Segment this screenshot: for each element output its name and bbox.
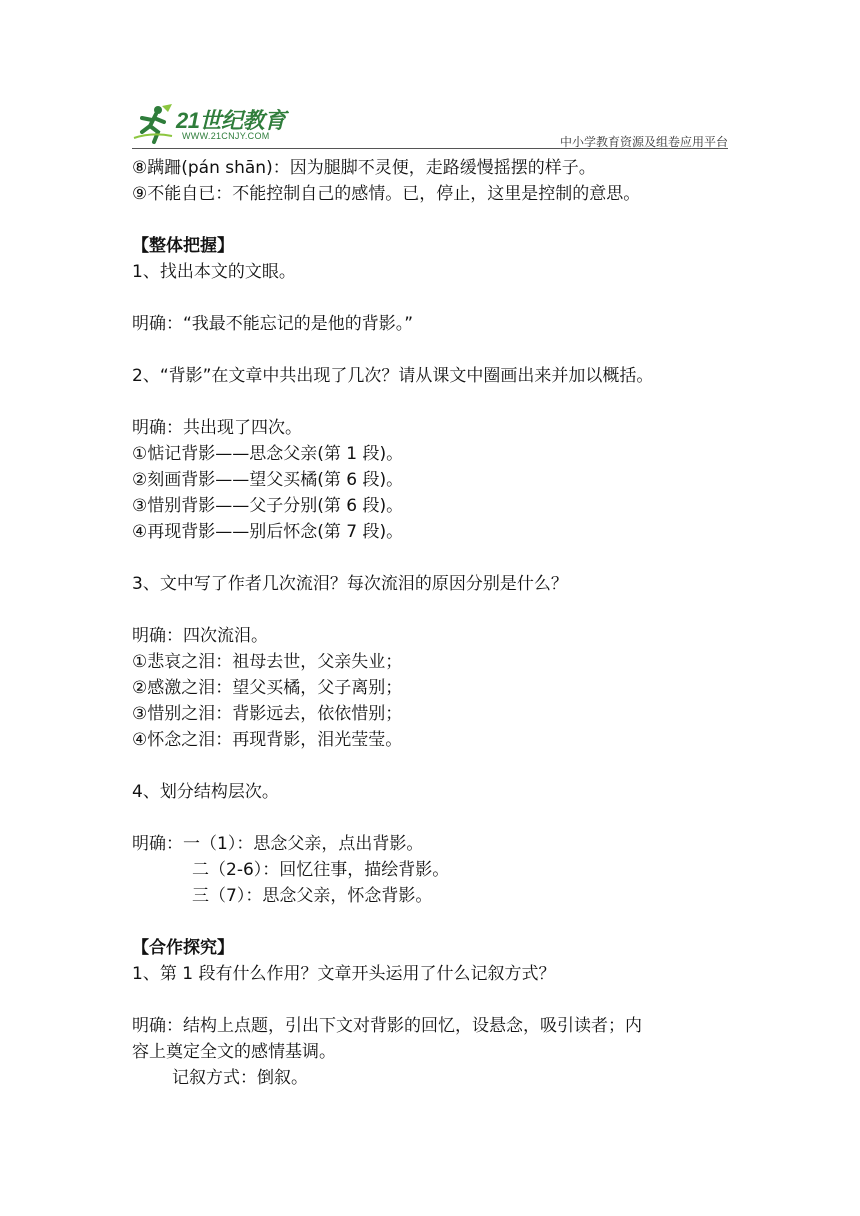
vocab-item-8: ⑧蹒跚(pán shān)：因为腿脚不灵便，走路缓慢摇摆的样子。 [132, 158, 596, 178]
logo-text: 21世纪教育 [176, 108, 286, 133]
question-5: 1、第 1 段有什么作用？文章开头运用了什么记叙方式？ [132, 964, 556, 984]
answer-3-item: ③惜别之泪：背影远去，依依惜别； [132, 704, 403, 724]
answer-3-item: ④怀念之泪：再现背影，泪光莹莹。 [132, 730, 403, 750]
answer-4-part-2: 二（2-6）：回忆往事，描绘背影。 [192, 860, 450, 880]
runner-logo-icon [132, 102, 176, 146]
question-3: 3、文中写了作者几次流泪？每次流泪的原因分别是什么？ [132, 574, 568, 594]
answer-2-item: ①惦记背影——思念父亲(第 1 段)。 [132, 444, 404, 464]
question-4: 4、划分结构层次。 [132, 782, 279, 802]
answer-4-part-3: 三（7）：思念父亲，怀念背影。 [192, 886, 433, 906]
answer-3-item: ②感激之泪：望父买橘，父子离别； [132, 678, 403, 698]
answer-2-item: ③惜别背影——父子分别(第 6 段)。 [132, 496, 404, 516]
page-header [132, 100, 728, 152]
vocab-item-9: ⑨不能自已：不能控制自己的感情。已，停止，这里是控制的意思。 [132, 184, 641, 204]
header-divider [132, 148, 728, 149]
document-body [132, 155, 732, 1091]
section-heading-cooperation: 【合作探究】 [132, 938, 234, 958]
answer-5-cont: 容上奠定全文的感情基调。 [132, 1042, 336, 1062]
answer-2-item: ②刻画背影——望父买橘(第 6 段)。 [132, 470, 404, 490]
answer-2-item: ④再现背影——别后怀念(第 7 段)。 [132, 522, 404, 542]
answer-3-item: ①悲哀之泪：祖母去世，父亲失业； [132, 652, 403, 672]
section-heading-overall: 【整体把握】 [132, 236, 234, 256]
logo-url: WWW.21CNJY.COM [182, 131, 270, 141]
question-1: 1、找出本文的文眼。 [132, 262, 296, 282]
question-2: 2、“背影”在文章中共出现了几次？请从课文中圈画出来并加以概括。 [132, 366, 654, 386]
logo [132, 100, 332, 148]
answer-4-part-1: 明确：一（1）：思念父亲，点出背影。 [132, 834, 424, 854]
answer-5-narration: 记叙方式：倒叙。 [172, 1068, 308, 1088]
answer-3: 明确：四次流泪。 [132, 626, 268, 646]
answer-1: 明确：“我最不能忘记的是他的背影。” [132, 314, 414, 334]
platform-label: 中小学教育资源及组卷应用平台 [559, 135, 728, 149]
answer-2: 明确：共出现了四次。 [132, 418, 302, 438]
answer-5: 明确：结构上点题，引出下文对背影的回忆，设悬念，吸引读者；内 [132, 1016, 642, 1036]
